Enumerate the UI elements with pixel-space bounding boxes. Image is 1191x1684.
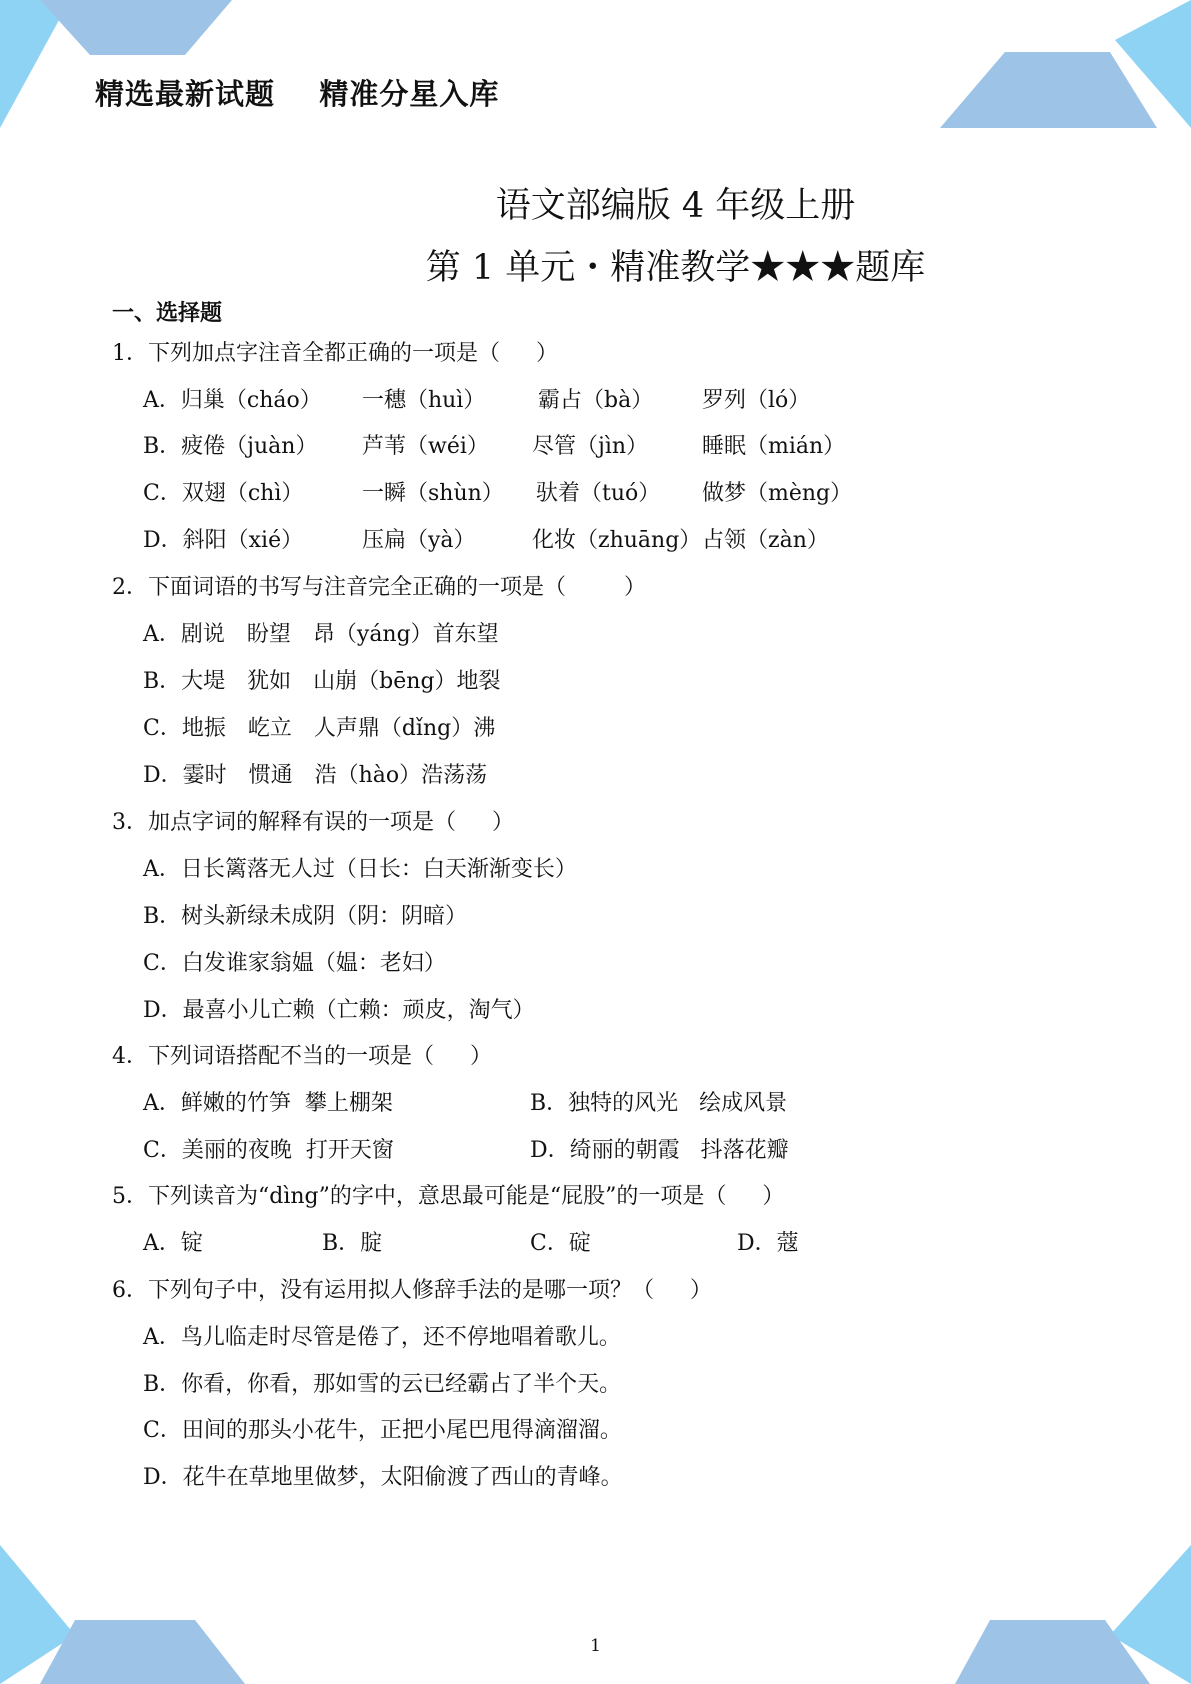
q1-option-cell: 罗列（ló）: [702, 388, 811, 413]
q5-option-c: C．碇: [530, 1231, 591, 1256]
q6-option-a: A．鸟儿临走时尽管是倦了，还不停地唱着歌儿。: [143, 1325, 621, 1350]
question-4-stem: 4．下列词语搭配不当的一项是（ ）: [112, 1044, 492, 1069]
q4-option-c: C．美丽的夜晚 打开天窗: [143, 1138, 394, 1163]
q1-option-cell: 霸占（bà）: [538, 388, 654, 413]
q1-option-cell: 一穗（huì）: [362, 388, 486, 413]
q1-option-cell: 压扁（yà）: [362, 528, 476, 553]
question-6-stem: 6．下列句子中，没有运用拟人修辞手法的是哪一项？（ ）: [112, 1278, 712, 1303]
q2-option-a: A．剧说 盼望 昂（yáng）首东望: [143, 622, 499, 647]
q6-option-c: C．田间的那头小花牛，正把小尾巴甩得滴溜溜。: [143, 1418, 622, 1443]
corner-decoration-bottom-right: [940, 1545, 1191, 1684]
q6-option-b: B．你看，你看，那如雪的云已经霸占了半个天。: [143, 1372, 622, 1397]
document-title: 语文部编版 4 年级上册: [495, 186, 856, 226]
q2-option-c: C．地振 屹立 人声鼎（dǐng）沸: [143, 716, 496, 741]
q5-option-b: B．腚: [322, 1231, 383, 1256]
q6-option-d: D．花牛在草地里做梦，太阳偷渡了西山的青峰。: [143, 1465, 623, 1490]
page-number: 1: [590, 1636, 601, 1656]
q3-option-b: B．树头新绿未成阴（阴：阴暗）: [143, 904, 468, 929]
q4-option-b: B．独特的风光 绘成风景: [530, 1091, 788, 1116]
q1-option-cell: C．双翅（chì）: [143, 481, 304, 506]
q1-option-cell: 一瞬（shùn）: [362, 481, 504, 506]
header-tagline: 精选最新试题 精准分星入库: [95, 77, 500, 111]
q4-option-d: D．绮丽的朝霞 抖落花瓣: [530, 1138, 789, 1163]
q1-option-cell: 睡眠（mián）: [702, 434, 846, 459]
q1-option-cell: 占领（zàn）: [702, 528, 829, 553]
question-1-stem: 1．下列加点字注音全都正确的一项是（ ）: [112, 341, 558, 366]
q2-option-d: D．霎时 惯通 浩（hào）浩荡荡: [143, 763, 488, 788]
q3-option-d: D．最喜小儿亡赖（亡赖：顽皮，淘气）: [143, 998, 535, 1023]
q1-option-cell: 做梦（mèng）: [702, 481, 853, 506]
q1-option-cell: B．疲倦（juàn）: [143, 434, 318, 459]
document-subtitle: 第 1 单元・精准教学★★★题库: [425, 248, 926, 288]
q1-option-cell: 芦苇（wéi）: [362, 434, 489, 459]
q3-option-c: C．白发谁家翁媪（媪：老妇）: [143, 951, 446, 976]
q1-option-cell: A．归巢（cháo）: [143, 388, 322, 413]
q1-option-cell: D．斜阳（xié）: [143, 528, 304, 553]
question-3-stem: 3．加点字词的解释有误的一项是（ ）: [112, 810, 514, 835]
question-2-stem: 2．下面词语的书写与注音完全正确的一项是（ ）: [112, 575, 646, 600]
section-heading: 一、选择题: [112, 301, 223, 326]
question-5-stem: 5．下列读音为“dìng”的字中，意思最可能是“屁股”的一项是（ ）: [112, 1184, 785, 1209]
q1-option-cell: 尽管（jìn）: [532, 434, 649, 459]
q2-option-b: B．大堤 犹如 山崩（bēng）地裂: [143, 669, 501, 694]
corner-decoration-bottom-left: [0, 1545, 260, 1684]
q1-option-cell: 驮着（tuó）: [536, 481, 661, 506]
corner-decoration-top-right: [935, 0, 1191, 130]
q5-option-d: D．蔻: [737, 1231, 799, 1256]
q3-option-a: A．日长篱落无人过（日长：白天渐渐变长）: [143, 857, 577, 882]
q1-option-cell: 化妆（zhuāng）: [532, 528, 702, 553]
q5-option-a: A．锭: [143, 1231, 203, 1256]
q4-option-a: A．鲜嫩的竹笋 攀上棚架: [143, 1091, 393, 1116]
